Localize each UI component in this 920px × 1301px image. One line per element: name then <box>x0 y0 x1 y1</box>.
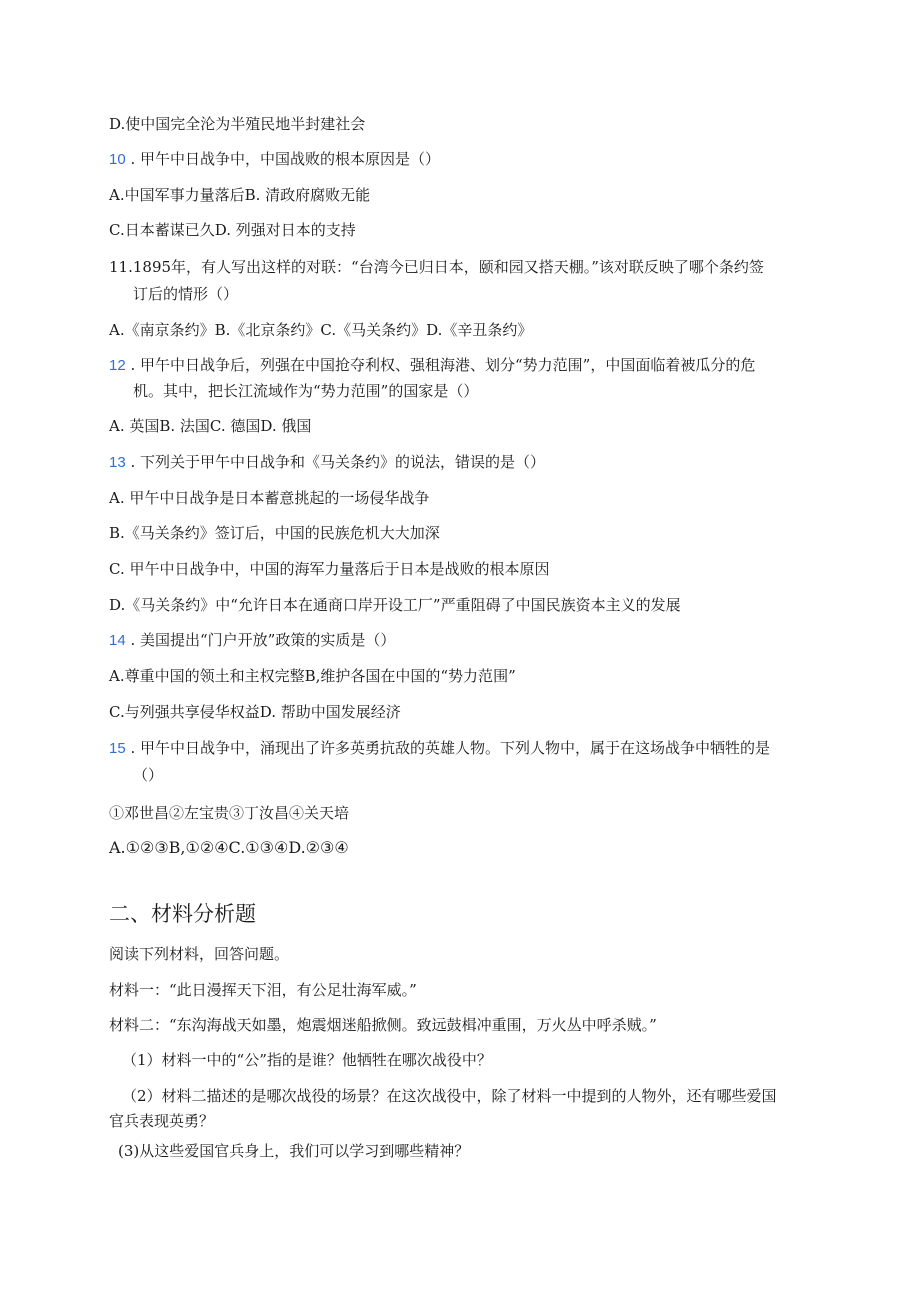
question-13 <box>109 452 545 473</box>
question-15-line2: （） <box>133 766 164 784</box>
question-12-line2: 机。其中，把长江流域作为“势力范围”的国家是（） <box>133 382 479 400</box>
question-text: . 甲午中日战争中，涌现出了许多英勇抗敌的英雄人物。下列人物中，属于在这场战争中牺牲的是 <box>125 739 770 757</box>
question-text: . 美国提出“门户开放”政策的实质是（） <box>125 631 396 649</box>
question-number: 10 <box>109 151 126 168</box>
question-10 <box>109 149 440 170</box>
sub-question-3: (3)从这些爱国官兵身上，我们可以学习到哪些精神？ <box>118 1142 470 1160</box>
option-11: A.《南京条约》B.《北京条约》C.《马关条约》D.《辛丑条约》 <box>109 321 533 339</box>
question-15-items: ①邓世昌②左宝贵③丁汝昌④关天培 <box>109 804 350 822</box>
question-text: . 下列关于甲午中日战争和《马关条约》的说法，错误的是（） <box>125 453 545 471</box>
question-number: 13 <box>109 454 126 471</box>
sub-question-2-line1: （2）材料二描述的是哪次战役的场景？在这次战役中，除了材料一中提到的人物外，还有哪些爱国 <box>122 1087 777 1105</box>
option-10-cd: C.日本蓄谋已久D. 列强对日本的支持 <box>109 221 356 239</box>
option-15: A.①②③B,①②④C.①③④D.②③④ <box>109 838 349 857</box>
option-14-cd: C.与列强共享侵华权益D. 帮助中国发展经济 <box>109 703 401 721</box>
question-12-line1 <box>109 355 755 376</box>
option-12: A. 英国B. 法国C. 德国D. 俄国 <box>109 417 312 435</box>
question-14 <box>109 630 395 651</box>
option-13-b: B.《马关条约》签订后，中国的民族危机大大加深 <box>109 524 440 542</box>
question-number: 14 <box>109 632 126 649</box>
option-13-d: D.《马关条约》中“允许日本在通商口岸开设工厂”严重阻碍了中国民族资本主义的发展 <box>109 596 681 614</box>
question-11-line1: 11.1895年，有人写出这样的对联：“台湾今已归日本，颐和园又搭天棚。”该对联反映了哪个条约签 <box>109 258 764 276</box>
sub-question-2-line2: 官兵表现英勇？ <box>109 1112 215 1130</box>
question-15-line1 <box>109 738 770 759</box>
question-number: 15 <box>109 740 126 757</box>
section-heading: 二、材料分析题 <box>109 902 256 926</box>
option-10-ab: A.中国军事力量落后B. 清政府腐败无能 <box>109 186 371 204</box>
option-14-ab: A.尊重中国的领土和主权完整B,维护各国在中国的“势力范围” <box>109 667 516 685</box>
sub-question-1: （1）材料一中的“公”指的是谁？他牺牲在哪次战役中？ <box>122 1051 492 1069</box>
option-13-c: C. 甲午中日战争中，中国的海军力量落后于日本是战败的根本原因 <box>109 560 550 578</box>
option-13-a: A. 甲午中日战争是日本蓄意挑起的一场侵华战争 <box>109 489 430 507</box>
question-text: . 甲午中日战争后，列强在中国抢夺利权、强租海港、划分“势力范围”，中国面临着被瓜分的危 <box>125 356 756 374</box>
question-number: 12 <box>109 357 126 374</box>
material-2: 材料二：“东沟海战天如墨，炮震烟迷船掀侧。致远鼓楫冲重围，万火丛中呼杀贼。” <box>109 1016 657 1034</box>
question-11-line2: 订后的情形（） <box>133 285 239 303</box>
question-text: . 甲午中日战争中，中国战败的根本原因是（） <box>125 150 440 168</box>
section-intro: 阅读下列材料，回答问题。 <box>109 945 290 963</box>
material-1: 材料一：“此日漫挥天下泪，有公足壮海军威。” <box>109 981 417 999</box>
option-9-d: D.使中国完全沦为半殖民地半封建社会 <box>109 115 366 133</box>
